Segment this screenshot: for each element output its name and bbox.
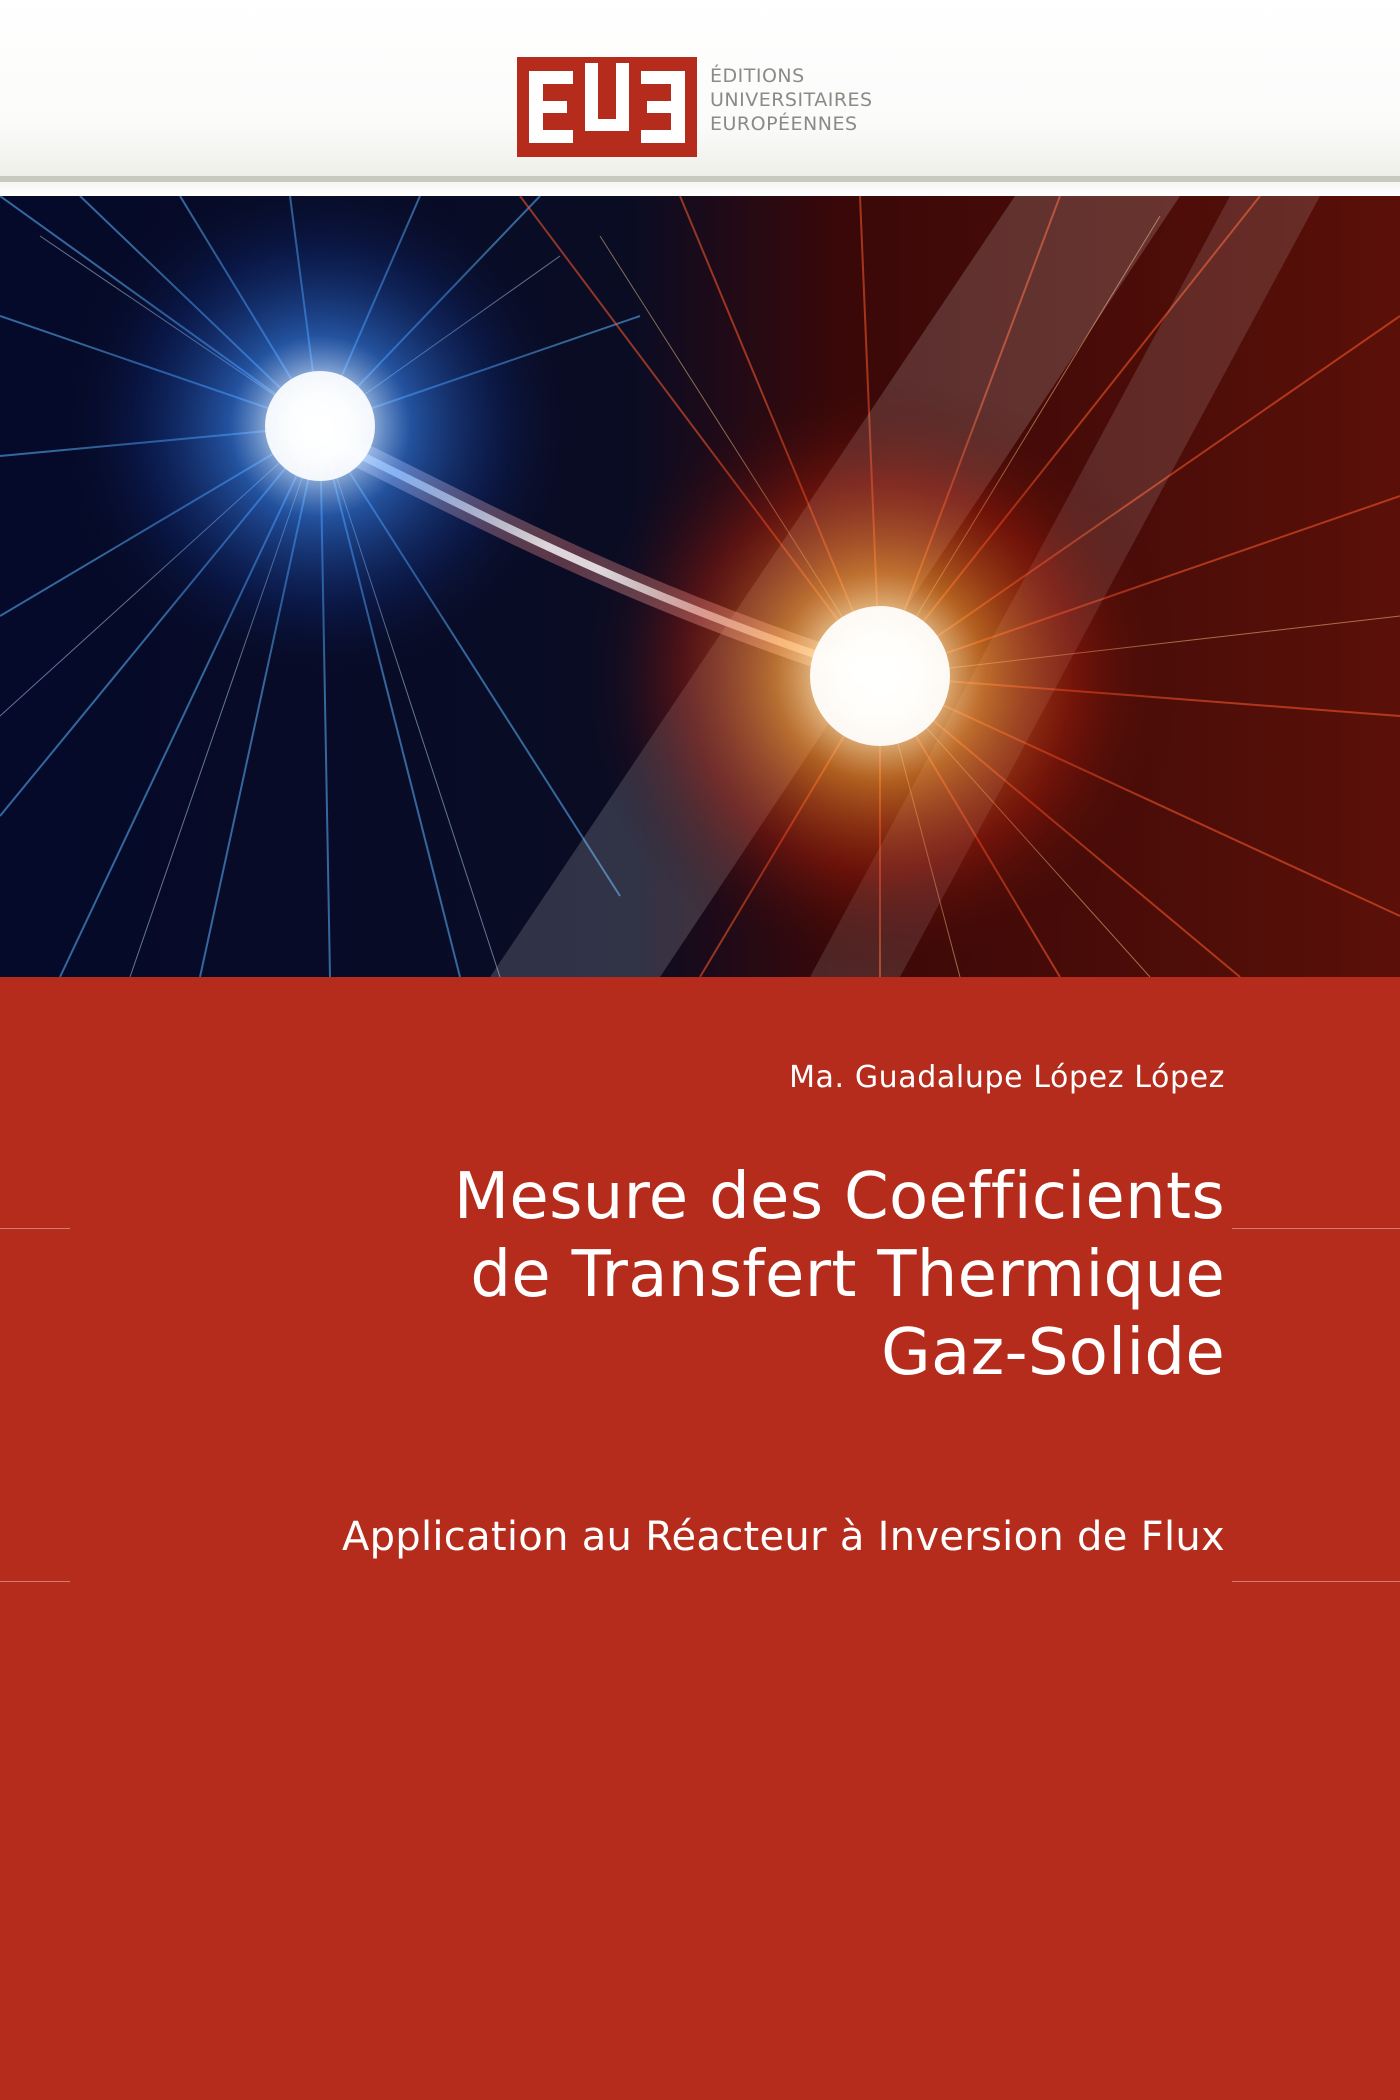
publisher-name-line-3: EUROPÉENNES [710,113,858,135]
book-subtitle: Application au Réacteur à Inversion de Flux [341,1514,1225,1560]
title-rule-right-bottom [1232,1581,1400,1582]
book-title-line-2: de Transfert Thermique [470,1238,1225,1312]
publisher-name [710,64,930,136]
book-title-line-3: Gaz-Solide [881,1316,1225,1390]
title-rule-left-top [0,1228,70,1229]
book-title-line-1: Mesure des Coefficients [453,1160,1225,1234]
header-divider-shadow [0,182,1400,196]
publisher-name-line-2: UNIVERSITAIRES [710,89,873,111]
cover-artwork [0,196,1400,977]
light-burst-collision-image [0,196,1400,977]
publisher-header [0,0,1400,178]
author-name: Ma. Guadalupe López López [789,1060,1225,1095]
publisher-name-line-1: ÉDITIONS [710,65,805,87]
publisher-logo-icon [517,57,697,157]
title-rule-right-top [1232,1228,1400,1229]
book-title [105,1158,1225,1392]
title-rule-left-bottom [0,1581,70,1582]
